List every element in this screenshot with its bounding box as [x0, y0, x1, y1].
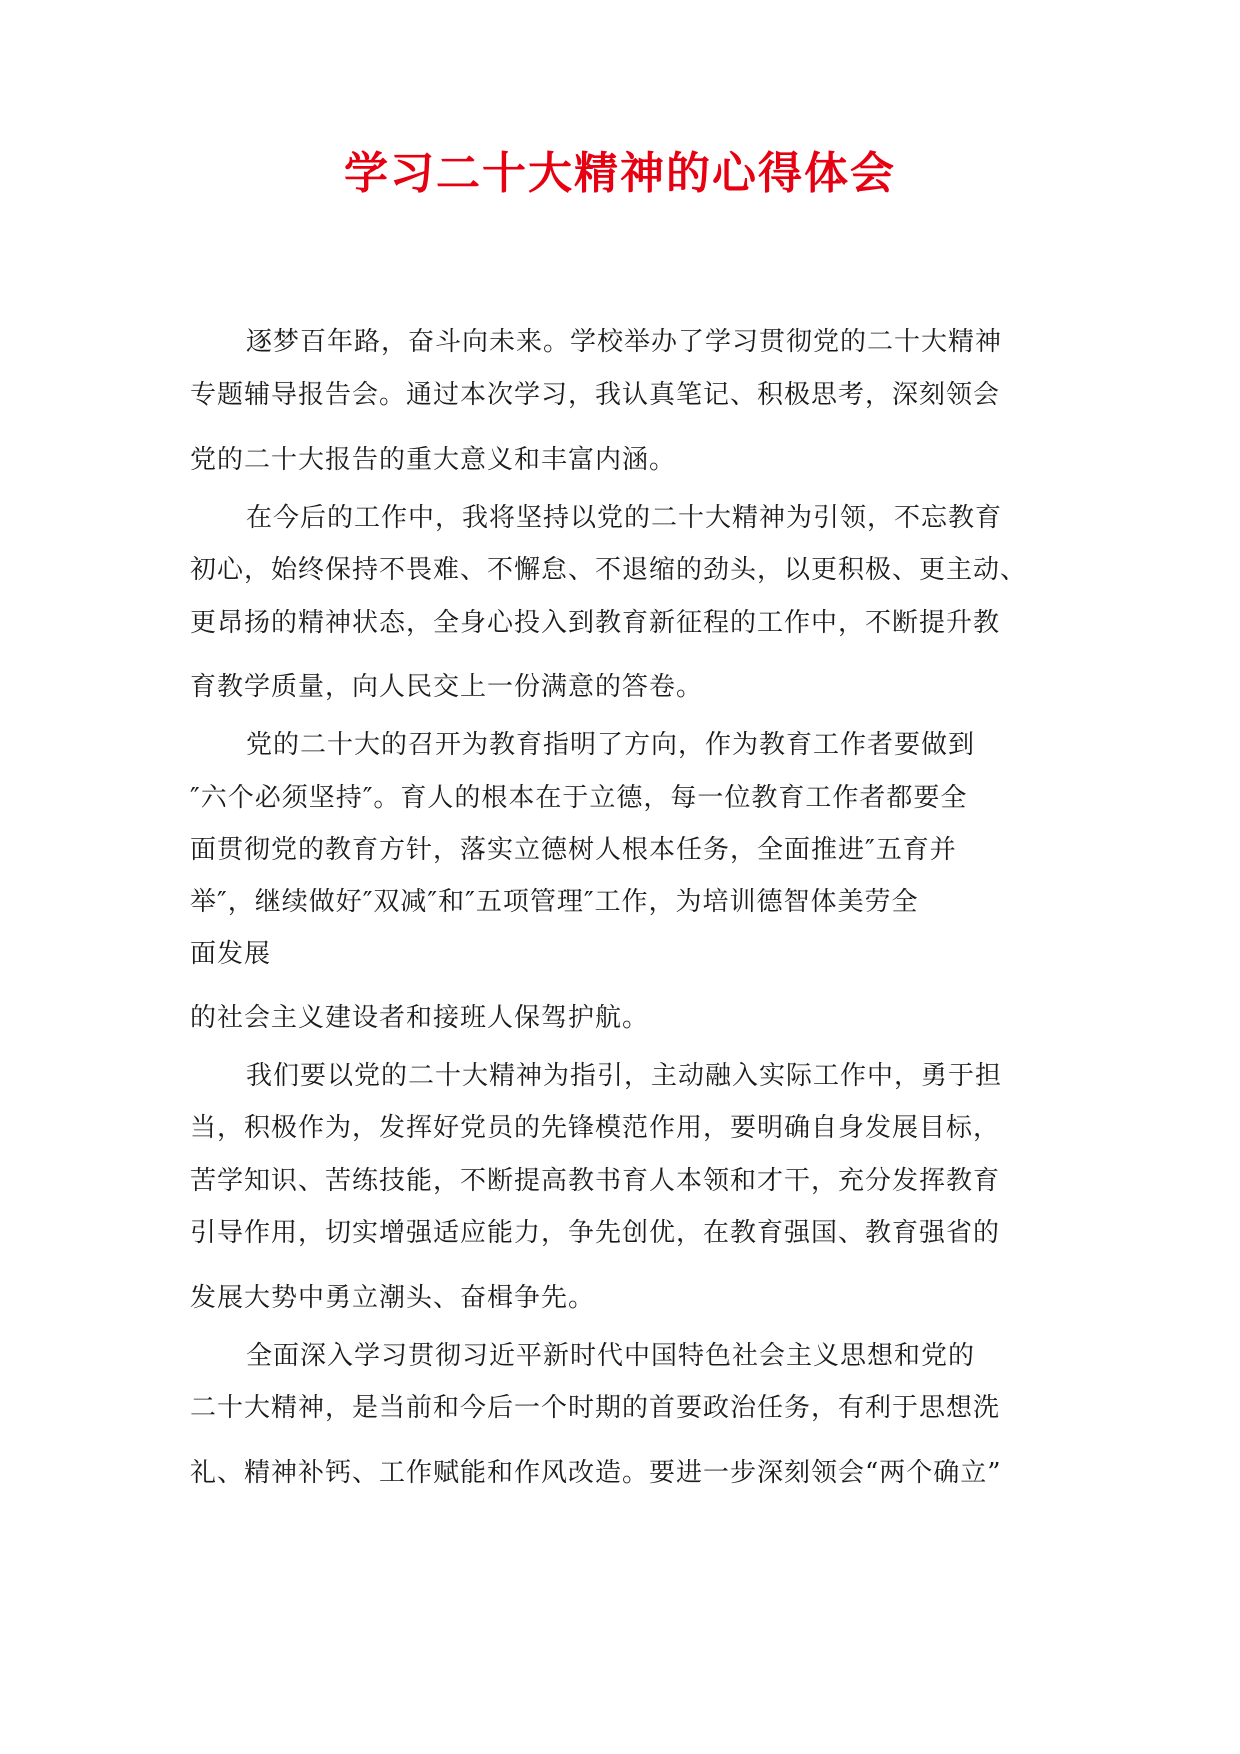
- paragraph-2-line-4: 育教学质量，向人民交上一份满意的答卷。: [190, 672, 704, 702]
- paragraph-4-line-2: 当，积极作为，发挥好党员的先锋模范作用，要明确自身发展目标，: [190, 1113, 1001, 1143]
- document-title: 学习二十大精神的心得体会: [344, 148, 896, 199]
- paragraph-3-line-6: 的社会主义建设者和接班人保驾护航。: [190, 1003, 650, 1033]
- paragraph-3-line-1: 党的二十大的召开为教育指明了方向，作为教育工作者要做到: [246, 730, 976, 760]
- paragraph-4-line-3: 苦学知识、苦练技能，不断提高教书育人本领和才干，充分发挥教育: [190, 1166, 1001, 1196]
- paragraph-2-line-1: 在今后的工作中，我将坚持以党的二十大精神为引领，不忘教育: [246, 503, 1003, 533]
- paragraph-4-line-5: 发展大势中勇立潮头、奋楫争先。: [190, 1283, 596, 1313]
- paragraph-1-line-3: 党的二十大报告的重大意义和丰富内涵。: [190, 445, 677, 475]
- paragraph-3-line-5: 面发展: [190, 939, 272, 969]
- paragraph-1-line-2: 专题辅导报告会。通过本次学习，我认真笔记、积极思考，深刻领会: [190, 380, 1001, 410]
- paragraph-5-line-1: 全面深入学习贯彻习近平新时代中国特色社会主义思想和党的: [246, 1341, 976, 1371]
- paragraph-1-line-1: 逐梦百年路，奋斗向未来。学校举办了学习贯彻党的二十大精神: [246, 327, 1003, 357]
- paragraph-2-line-2: 初心，始终保持不畏难、不懈怠、不退缩的劲头，以更积极、更主动、: [190, 555, 1028, 585]
- paragraph-4-line-4: 引导作用，切实增强适应能力，争先创优，在教育强国、教育强省的: [190, 1218, 1001, 1248]
- paragraph-3-line-2: ″六个必须坚持″。育人的根本在于立德，每一位教育工作者都要全: [190, 783, 968, 813]
- paragraph-5-line-3: 礼、精神补钙、工作赋能和作风改造。要进一步深刻领会“两个确立”: [190, 1458, 1002, 1488]
- paragraph-5-line-2: 二十大精神，是当前和今后一个时期的首要政治任务，有利于思想洗: [190, 1393, 1001, 1423]
- paragraph-3-line-4: 举″，继续做好″双减″和″五项管理″工作，为培训德智体美劳全: [190, 887, 919, 917]
- paragraph-4-line-1: 我们要以党的二十大精神为指引，主动融入实际工作中，勇于担: [246, 1061, 1003, 1091]
- paragraph-3-line-3: 面贯彻党的教育方针，落实立德树人根本任务，全面推进″五育并: [190, 835, 957, 865]
- paragraph-2-line-3: 更昂扬的精神状态，全身心投入到教育新征程的工作中，不断提升教: [190, 608, 1001, 638]
